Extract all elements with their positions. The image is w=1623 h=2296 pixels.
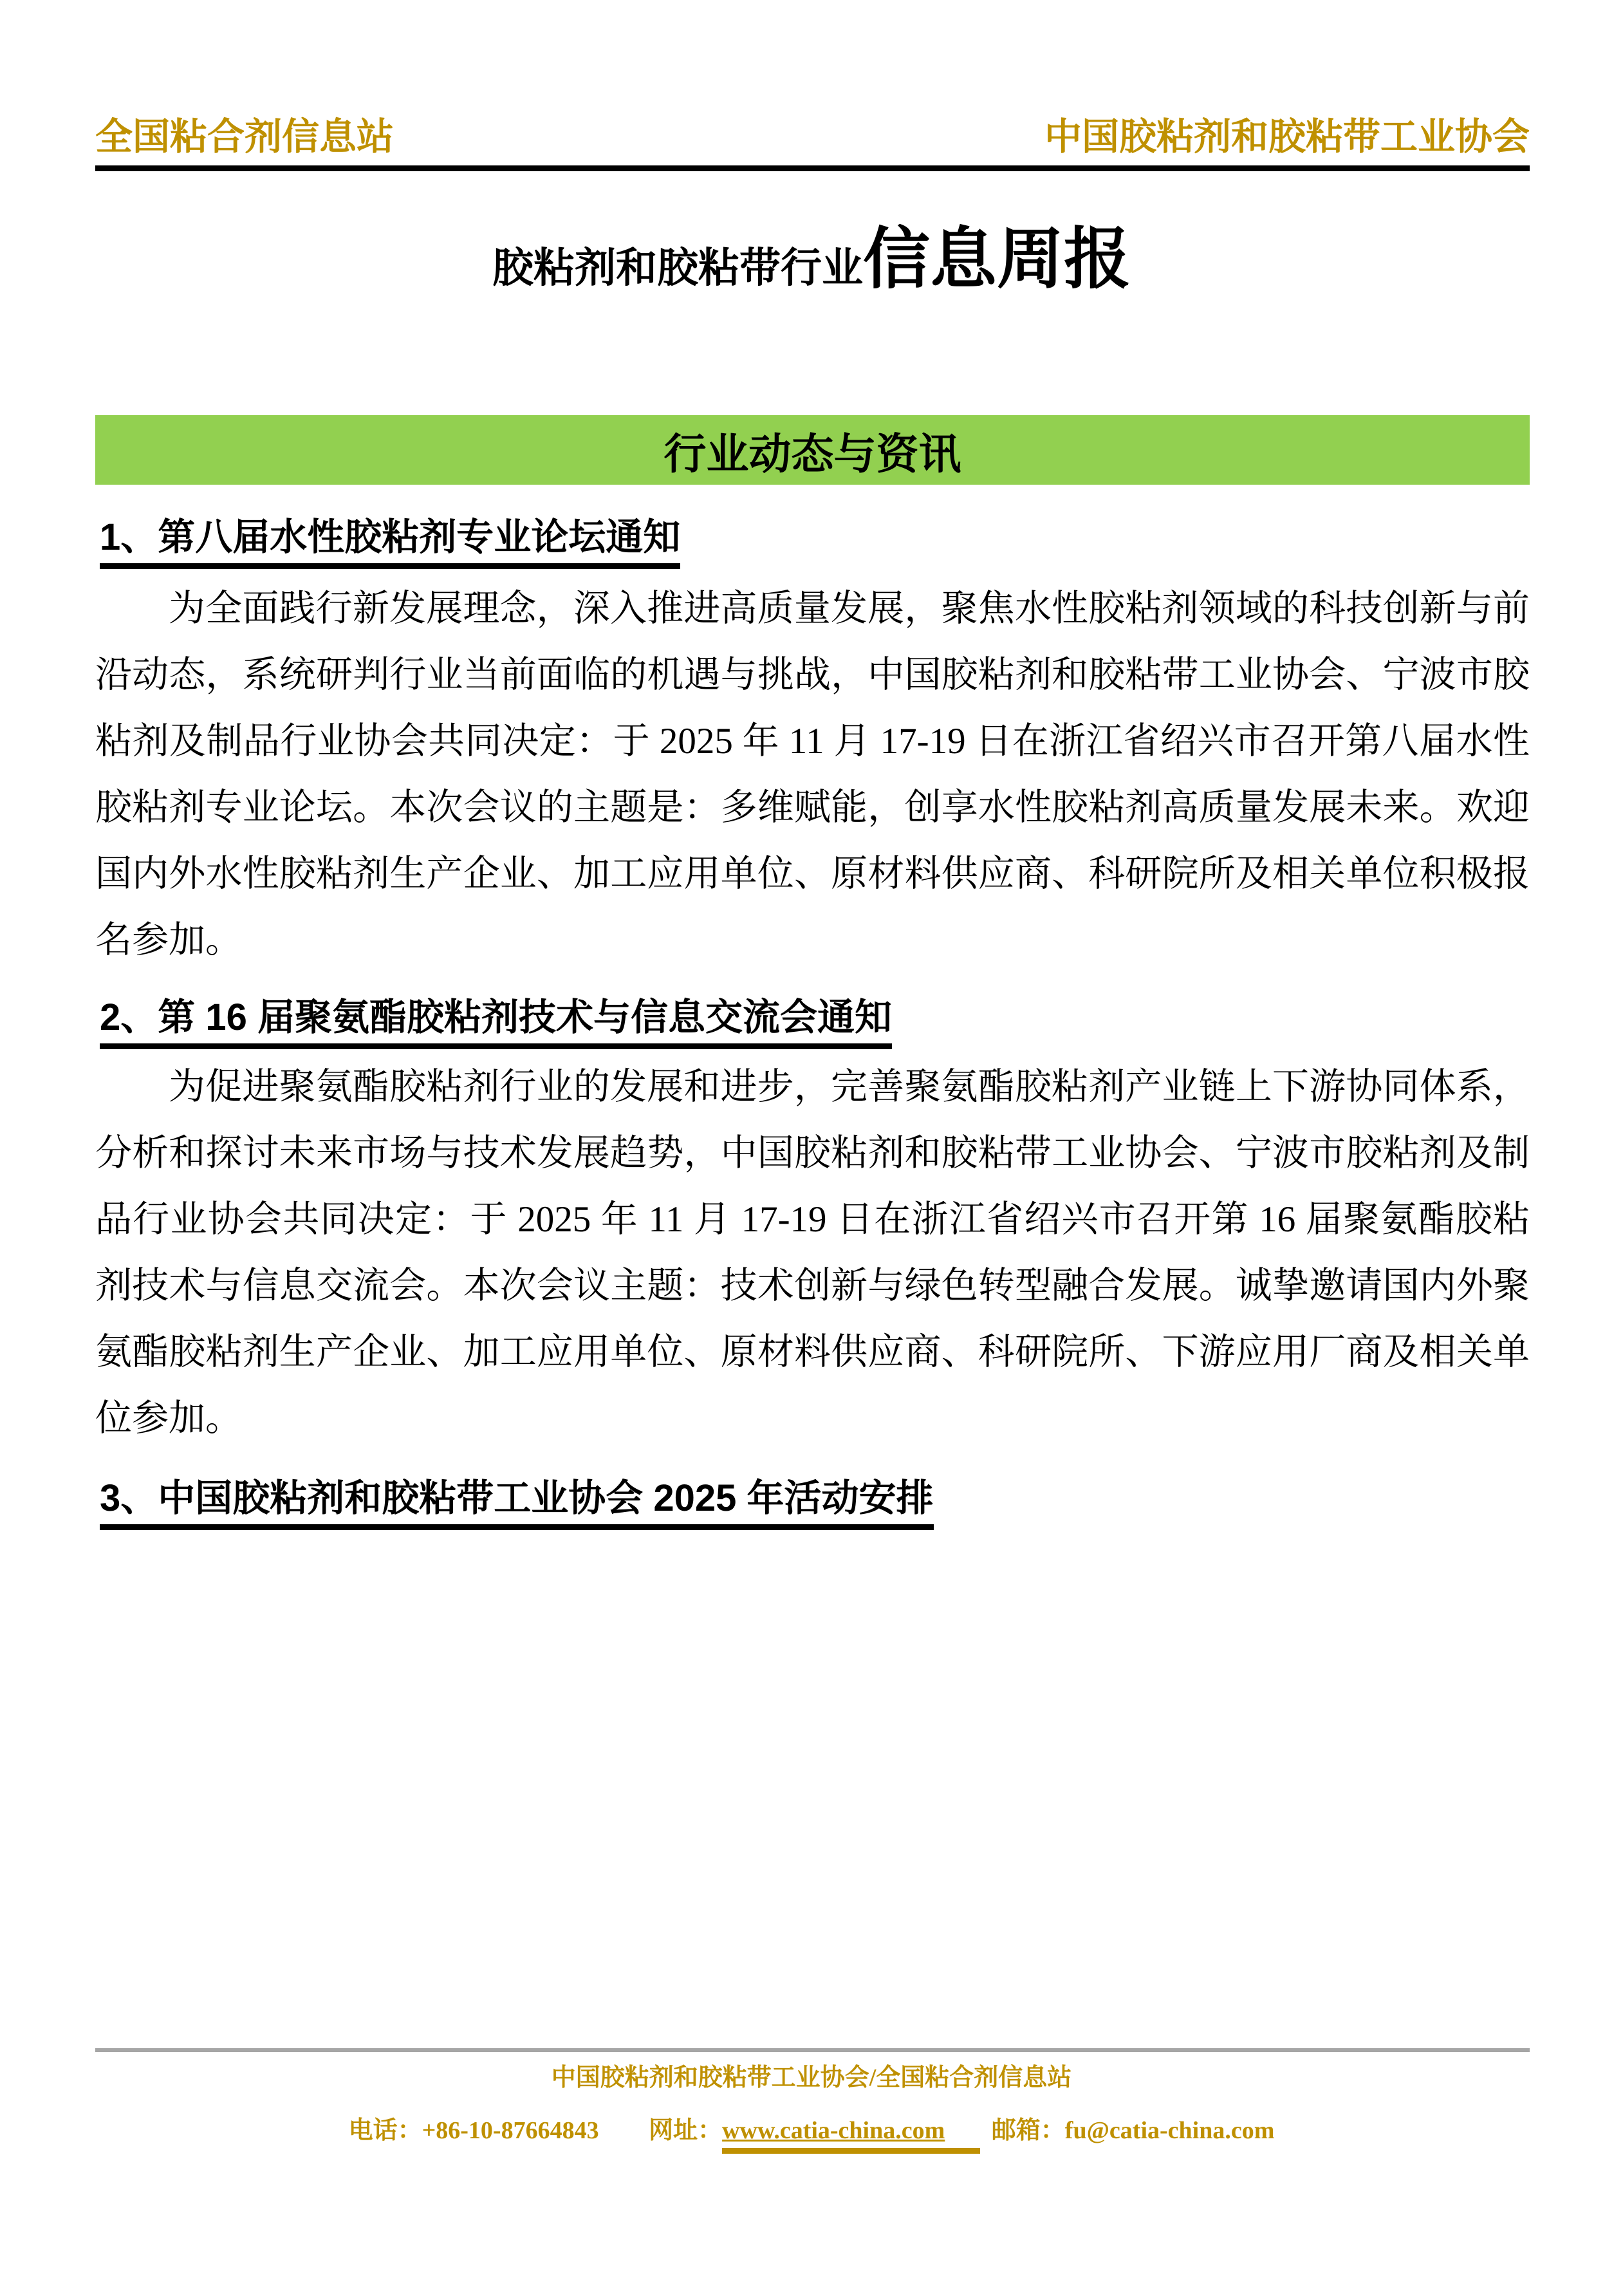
page-header	[95, 116, 1530, 171]
phone-value: +86-10-87664843	[422, 2117, 599, 2144]
footer-divider	[95, 2048, 1530, 2052]
footer-phone-group	[349, 2110, 599, 2145]
section-heading-1-text: 1、第八届水性胶粘剂专业论坛通知	[100, 516, 680, 569]
footer-org-line: 中国胶粘剂和胶粘带工业协会/全国粘合剂信息站	[551, 2064, 1072, 2091]
title-emphasis: 信息周报	[862, 222, 1131, 297]
section-heading-2	[100, 996, 892, 1049]
header-right-org: 中国胶粘剂和胶粘带工业协会	[1044, 116, 1530, 158]
website-underline	[722, 2116, 980, 2154]
section-heading-3-text: 3、中国胶粘剂和胶粘带工业协会 2025 年活动安排	[100, 1477, 934, 1530]
header-left-org: 全国粘合剂信息站	[95, 116, 394, 158]
title-prefix: 胶粘剂和胶粘带行业	[492, 245, 863, 291]
section-body-1: 为全面践行新发展理念，深入推进高质量发展，聚焦水性胶粘剂领域的科技创新与前沿动态，系统研判行业当前面临的机遇与挑战，中国胶粘剂和胶粘带工业协会、宁波市胶粘剂及制品行业协会共同决定：于 2025 年 11 月 17-19 日在浙江省绍兴市召开第八届水性胶粘剂专业论坛。本次会议的主题是：多维赋能，创享水性胶粘剂高质量发展未来。欢迎国内外水性胶粘剂生产企业、加工应用单位、原材料供应商、科研院所及相关单位积极报名参加。	[95, 588, 1530, 960]
web-label: 网址：	[649, 2117, 723, 2144]
email-label: 邮箱：	[991, 2117, 1065, 2144]
section-heading-2-text: 2、第 16 届聚氨酯胶粘剂技术与信息交流会通知	[100, 996, 892, 1049]
website-link[interactable]: www.catia-china.com	[722, 2117, 945, 2144]
page-title	[0, 205, 1623, 301]
email-value: fu@catia-china.com	[1064, 2117, 1275, 2144]
phone-label: 电话：	[348, 2117, 422, 2144]
section-body-2: 为促进聚氨酯胶粘剂行业的发展和进步，完善聚氨酯胶粘剂产业链上下游协同体系，分析和探讨未来市场与技术发展趋势，中国胶粘剂和胶粘带工业协会、宁波市胶粘剂及制品行业协会共同决定：于 2025 年 11 月 17-19 日在浙江省绍兴市召开第 16 届聚氨酯胶粘剂技术与信息交流会。本次会议主题：技术创新与绿色转型融合发展。诚挚邀请国内外聚氨酯胶粘剂生产企业、加工应用单位、原材料供应商、科研院所、下游应用厂商及相关单位参加。	[95, 1067, 1530, 1439]
footer-contact-line	[0, 2110, 1623, 2154]
footer-web-group	[649, 2110, 980, 2154]
section-heading-1	[100, 516, 680, 569]
section-heading-3	[100, 1477, 934, 1530]
banner-label: 行业动态与资讯	[663, 429, 961, 478]
footer-email-group	[992, 2110, 1275, 2145]
section-banner	[95, 415, 1530, 485]
